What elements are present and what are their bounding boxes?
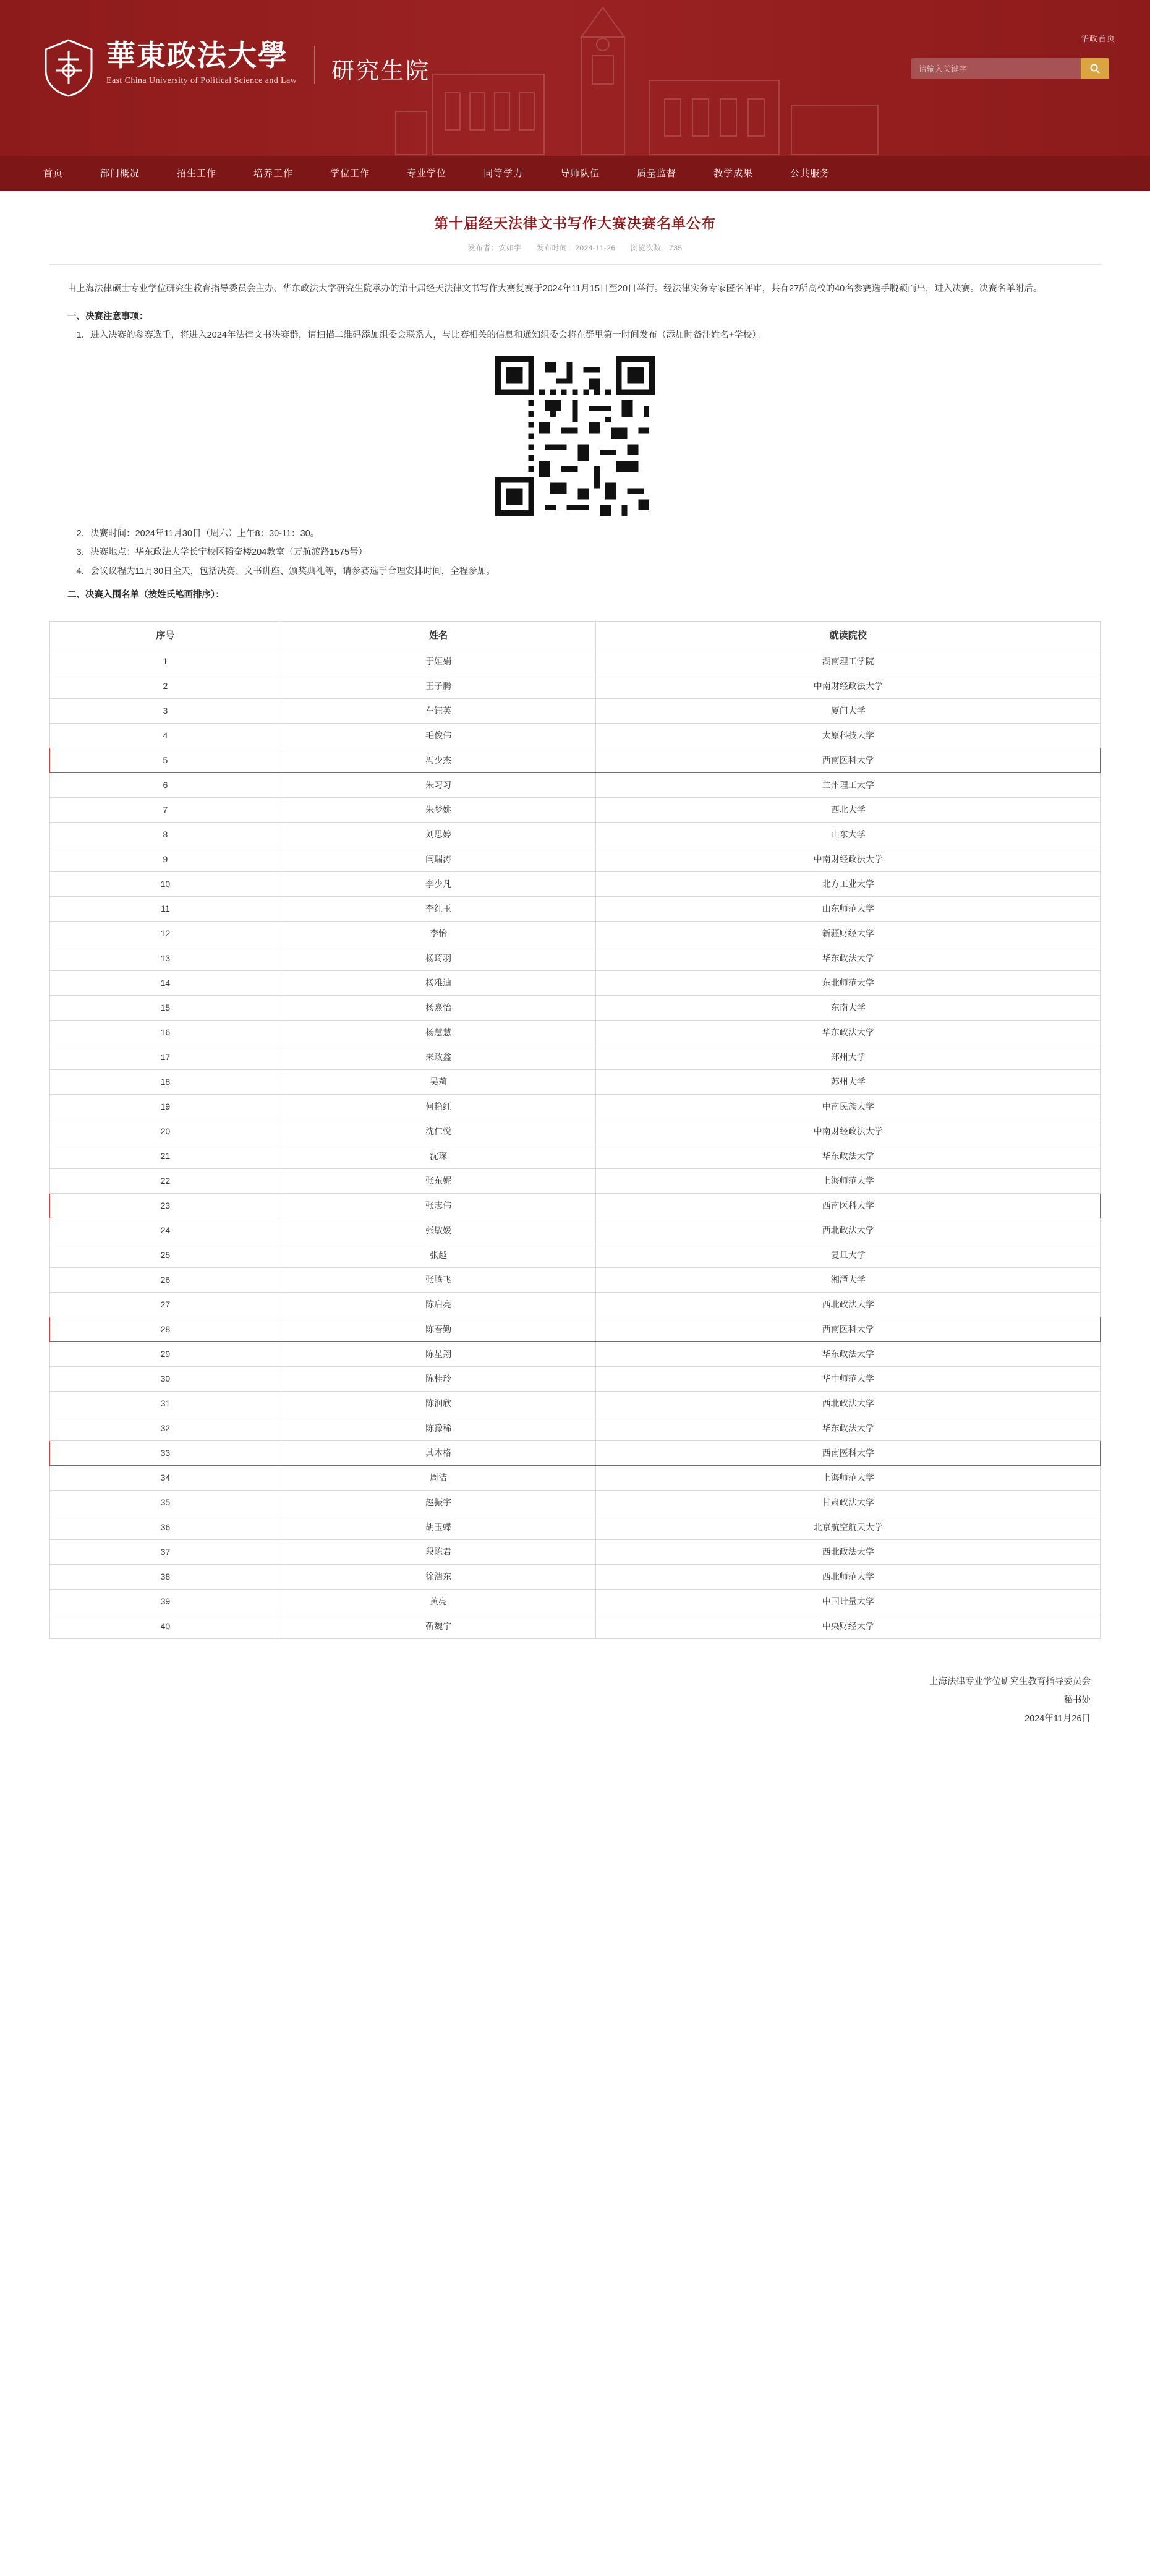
table-row: [50, 1416, 1101, 1440]
finalists-table: [49, 621, 1101, 1639]
cell-name: 周洁: [281, 1465, 596, 1490]
table-row: [50, 1168, 1101, 1193]
main-navigation: [0, 156, 1150, 191]
cell-name: 朱梦姚: [281, 797, 596, 822]
cell-idx: 4: [50, 723, 281, 748]
table-row: [50, 847, 1101, 871]
cell-idx: 20: [50, 1119, 281, 1144]
table-row: [50, 1045, 1101, 1069]
table-row: [50, 1539, 1101, 1564]
cell-idx: 35: [50, 1490, 281, 1515]
qr-code-icon: [495, 356, 655, 516]
table-row: [50, 1069, 1101, 1094]
logo-english-name: East China University of Political Science and Law: [106, 76, 297, 86]
cell-name: 朱习习: [281, 772, 596, 797]
cell-idx: 36: [50, 1515, 281, 1539]
table-row: [50, 871, 1101, 896]
cell-name: 赵振宇: [281, 1490, 596, 1515]
cell-school: 上海师范大学: [596, 1168, 1101, 1193]
cell-school: 华东政法大学: [596, 1341, 1101, 1366]
cell-idx: 7: [50, 797, 281, 822]
nav-item-supervisors[interactable]: 导师队伍: [560, 168, 600, 179]
table-row: [50, 1465, 1101, 1490]
cell-idx: 3: [50, 698, 281, 723]
cell-idx: 14: [50, 970, 281, 995]
cell-idx: 6: [50, 772, 281, 797]
table-row: [50, 1515, 1101, 1539]
nav-item-achievements[interactable]: 教学成果: [713, 168, 754, 179]
cell-school: 西南医科大学: [596, 1193, 1101, 1218]
cell-idx: 40: [50, 1614, 281, 1638]
search-input[interactable]: [911, 58, 1081, 79]
cell-name: 张腾飞: [281, 1267, 596, 1292]
section-heading-notes: 一、决赛注意事项：: [67, 311, 148, 322]
cell-school: 山东师范大学: [596, 896, 1101, 921]
title-divider: [49, 264, 1101, 265]
cell-school: 华东政法大学: [596, 1416, 1101, 1440]
qr-code-container: [49, 356, 1101, 516]
nav-item-home[interactable]: 首页: [43, 168, 64, 179]
cell-school: 湖南理工学院: [596, 649, 1101, 674]
cell-school: 华东政法大学: [596, 1020, 1101, 1045]
table-row: [50, 822, 1101, 847]
table-row: [50, 946, 1101, 970]
table-row: [50, 1119, 1101, 1144]
cell-name: 于姮娟: [281, 649, 596, 674]
table-row: [50, 797, 1101, 822]
cell-name: 段陈君: [281, 1539, 596, 1564]
article-meta: [49, 242, 1101, 253]
search-box: [911, 58, 1109, 79]
site-logo[interactable]: [42, 38, 430, 98]
cell-school: 西北政法大学: [596, 1292, 1101, 1317]
cell-school: 西南医科大学: [596, 1440, 1101, 1465]
cell-idx: 11: [50, 896, 281, 921]
column-header-school: 就读院校: [596, 621, 1101, 649]
article-intro-paragraph: 由上海法律硕士专业学位研究生教育指导委员会主办、华东政法大学研究生院承办的第十届经天法律文书写作大赛复赛于2024年11月15日至20日举行。经法律实务专家匿名评审，共有27所高校的40名参赛选手脱颖而出，进入决赛。决赛名单附后。: [67, 284, 1042, 294]
cell-idx: 27: [50, 1292, 281, 1317]
table-row: [50, 748, 1101, 772]
cell-name: 沈仁悦: [281, 1119, 596, 1144]
cell-idx: 23: [50, 1193, 281, 1218]
cell-idx: 15: [50, 995, 281, 1020]
table-row: [50, 1292, 1101, 1317]
nav-item-equivalent[interactable]: 同等学力: [483, 168, 524, 179]
cell-idx: 30: [50, 1366, 281, 1391]
table-row: [50, 995, 1101, 1020]
cell-idx: 9: [50, 847, 281, 871]
table-row: [50, 1614, 1101, 1638]
cell-school: 中国计量大学: [596, 1589, 1101, 1614]
cell-idx: 29: [50, 1341, 281, 1366]
table-row: [50, 649, 1101, 674]
table-row: [50, 1020, 1101, 1045]
section-heading-finalists: 二、决赛入围名单（按姓氏笔画排序）：: [67, 590, 224, 601]
cell-name: 张越: [281, 1243, 596, 1267]
article-views: 浏览次数：735: [630, 244, 683, 252]
signature-organization: 上海法律专业学位研究生教育指导委员会: [929, 1676, 1091, 1687]
table-row: [50, 1193, 1101, 1218]
logo-divider: [314, 46, 315, 84]
cell-name: 陈豫稀: [281, 1416, 596, 1440]
cell-name: 王子腾: [281, 674, 596, 698]
search-button[interactable]: [1081, 58, 1109, 79]
finalists-table-container: [49, 621, 1101, 1645]
cell-idx: 24: [50, 1218, 281, 1243]
cell-school: 太原科技大学: [596, 723, 1101, 748]
cell-name: 杨熹怡: [281, 995, 596, 1020]
cell-school: 东北师范大学: [596, 970, 1101, 995]
note-item-3: 3．决赛地点：华东政法大学长宁校区韬奋楼204教室（万航渡路1575号）: [76, 547, 368, 558]
cell-school: 华东政法大学: [596, 946, 1101, 970]
search-icon: [1089, 63, 1101, 74]
article-date: 发布时间：2024-11-26: [536, 244, 616, 252]
cell-name: 李红玉: [281, 896, 596, 921]
table-row: [50, 1094, 1101, 1119]
cell-school: 西南医科大学: [596, 748, 1101, 772]
nav-item-admissions[interactable]: 招生工作: [177, 168, 217, 179]
table-row: [50, 1144, 1101, 1168]
cell-name: 其木格: [281, 1440, 596, 1465]
cell-name: 黄亮: [281, 1589, 596, 1614]
table-row: [50, 1243, 1101, 1267]
nav-item-public-services[interactable]: 公共服务: [790, 168, 830, 179]
column-header-index: 序号: [50, 621, 281, 649]
cell-idx: 28: [50, 1317, 281, 1341]
header-right-area: [911, 32, 1115, 79]
cell-idx: 13: [50, 946, 281, 970]
cell-school: 西北师范大学: [596, 1564, 1101, 1589]
table-header-row: [50, 621, 1101, 649]
cell-name: 李少凡: [281, 871, 596, 896]
cell-name: 徐浩东: [281, 1564, 596, 1589]
cell-idx: 2: [50, 674, 281, 698]
finalists-table-body: [50, 649, 1101, 1638]
cell-idx: 32: [50, 1416, 281, 1440]
cell-name: 陈桂玲: [281, 1366, 596, 1391]
note-item-1: 1．进入决赛的参赛选手，将进入2024年法律文书决赛群，请扫描二维码添加组委会联系人，与比赛相关的信息和通知组委会将在群里第一时间发布（添加时备注姓名+学校）。: [76, 330, 766, 341]
table-row: [50, 698, 1101, 723]
cell-name: 陈启亮: [281, 1292, 596, 1317]
cell-school: 中央财经大学: [596, 1614, 1101, 1638]
article-title: 第十届经天法律文书写作大赛决赛名单公布: [434, 216, 716, 232]
cell-name: 何艳红: [281, 1094, 596, 1119]
signature-office: 秘书处: [1063, 1695, 1091, 1705]
cell-name: 杨慧慧: [281, 1020, 596, 1045]
cell-idx: 33: [50, 1440, 281, 1465]
cell-idx: 25: [50, 1243, 281, 1267]
cell-school: 华中师范大学: [596, 1366, 1101, 1391]
nav-item-overview[interactable]: 部门概况: [100, 168, 140, 179]
cell-school: 中南民族大学: [596, 1094, 1101, 1119]
cell-school: 甘肃政法大学: [596, 1490, 1101, 1515]
cell-name: 张东妮: [281, 1168, 596, 1193]
cell-school: 山东大学: [596, 822, 1101, 847]
cell-school: 中南财经政法大学: [596, 1119, 1101, 1144]
table-row: [50, 674, 1101, 698]
cell-school: 厦门大学: [596, 698, 1101, 723]
note-item-4: 4．会议议程为11月30日全天，包括决赛、文书讲座、颁奖典礼等，请参赛选手合理安排时间，全程参加。: [76, 566, 495, 576]
cell-name: 杨雅迪: [281, 970, 596, 995]
cell-school: 湘潭大学: [596, 1267, 1101, 1292]
cell-name: 张志伟: [281, 1193, 596, 1218]
cell-idx: 22: [50, 1168, 281, 1193]
logo-chinese-name: 華東政法大學: [106, 39, 288, 73]
nav-item-professional[interactable]: 专业学位: [407, 168, 447, 179]
cell-idx: 10: [50, 871, 281, 896]
nav-item-degree-work[interactable]: 学位工作: [330, 168, 370, 179]
cell-school: 西北政法大学: [596, 1539, 1101, 1564]
cell-name: 靳魏宁: [281, 1614, 596, 1638]
cell-name: 张敏媛: [281, 1218, 596, 1243]
cell-idx: 39: [50, 1589, 281, 1614]
table-row: [50, 1218, 1101, 1243]
cell-idx: 18: [50, 1069, 281, 1094]
column-header-name: 姓名: [281, 621, 596, 649]
cell-school: 西北政法大学: [596, 1391, 1101, 1416]
cell-school: 东南大学: [596, 995, 1101, 1020]
cell-name: 冯少杰: [281, 748, 596, 772]
cell-school: 中南财经政法大学: [596, 847, 1101, 871]
cell-idx: 19: [50, 1094, 281, 1119]
cell-idx: 37: [50, 1539, 281, 1564]
cell-school: 复旦大学: [596, 1243, 1101, 1267]
table-row: [50, 1366, 1101, 1391]
cell-name: 吴莉: [281, 1069, 596, 1094]
cell-name: 杨琦羽: [281, 946, 596, 970]
cell-school: 西南医科大学: [596, 1317, 1101, 1341]
signature-date: 2024年11月26日: [1024, 1714, 1091, 1724]
cell-idx: 26: [50, 1267, 281, 1292]
cell-name: 陈星翔: [281, 1341, 596, 1366]
cell-school: 西北政法大学: [596, 1218, 1101, 1243]
university-emblem-icon: [42, 38, 95, 98]
table-row: [50, 1341, 1101, 1366]
cell-school: 郑州大学: [596, 1045, 1101, 1069]
cell-idx: 31: [50, 1391, 281, 1416]
cell-name: 刘思婷: [281, 822, 596, 847]
cell-idx: 17: [50, 1045, 281, 1069]
cell-school: 北京航空航天大学: [596, 1515, 1101, 1539]
table-row: [50, 1440, 1101, 1465]
site-section-name: 研究生院: [331, 58, 431, 84]
cell-school: 上海师范大学: [596, 1465, 1101, 1490]
cell-school: 华东政法大学: [596, 1144, 1101, 1168]
cell-idx: 16: [50, 1020, 281, 1045]
home-site-link[interactable]: 华政首页: [1080, 34, 1115, 43]
cell-idx: 38: [50, 1564, 281, 1589]
table-row: [50, 1589, 1101, 1614]
table-row: [50, 921, 1101, 946]
nav-item-training[interactable]: 培养工作: [253, 168, 294, 179]
site-header: [0, 0, 1150, 156]
article-author: 发布者：安如宇: [467, 244, 522, 252]
cell-idx: 8: [50, 822, 281, 847]
cell-name: 陈润欣: [281, 1391, 596, 1416]
cell-idx: 1: [50, 649, 281, 674]
table-row: [50, 1317, 1101, 1341]
table-row: [50, 1490, 1101, 1515]
cell-idx: 5: [50, 748, 281, 772]
table-row: [50, 1267, 1101, 1292]
cell-school: 中南财经政法大学: [596, 674, 1101, 698]
cell-name: 来政鑫: [281, 1045, 596, 1069]
cell-school: 西北大学: [596, 797, 1101, 822]
cell-name: 李怡: [281, 921, 596, 946]
document-signature: [49, 1672, 1101, 1753]
cell-idx: 12: [50, 921, 281, 946]
table-row: [50, 723, 1101, 748]
cell-name: 车钰英: [281, 698, 596, 723]
cell-idx: 21: [50, 1144, 281, 1168]
table-row: [50, 896, 1101, 921]
cell-name: 胡玉蝶: [281, 1515, 596, 1539]
cell-name: 闫瑞涛: [281, 847, 596, 871]
table-row: [50, 1391, 1101, 1416]
cell-school: 北方工业大学: [596, 871, 1101, 896]
table-row: [50, 970, 1101, 995]
cell-school: 苏州大学: [596, 1069, 1101, 1094]
cell-name: 沈琛: [281, 1144, 596, 1168]
article-content: [0, 212, 1150, 1753]
cell-name: 陈春勤: [281, 1317, 596, 1341]
cell-name: 毛俊伟: [281, 723, 596, 748]
cell-school: 新疆财经大学: [596, 921, 1101, 946]
table-row: [50, 1564, 1101, 1589]
cell-idx: 34: [50, 1465, 281, 1490]
cell-school: 兰州理工大学: [596, 772, 1101, 797]
nav-item-quality[interactable]: 质量监督: [637, 168, 677, 179]
note-item-2: 2．决赛时间：2024年11月30日（周六）上午8：30-11：30。: [76, 528, 320, 539]
table-row: [50, 772, 1101, 797]
